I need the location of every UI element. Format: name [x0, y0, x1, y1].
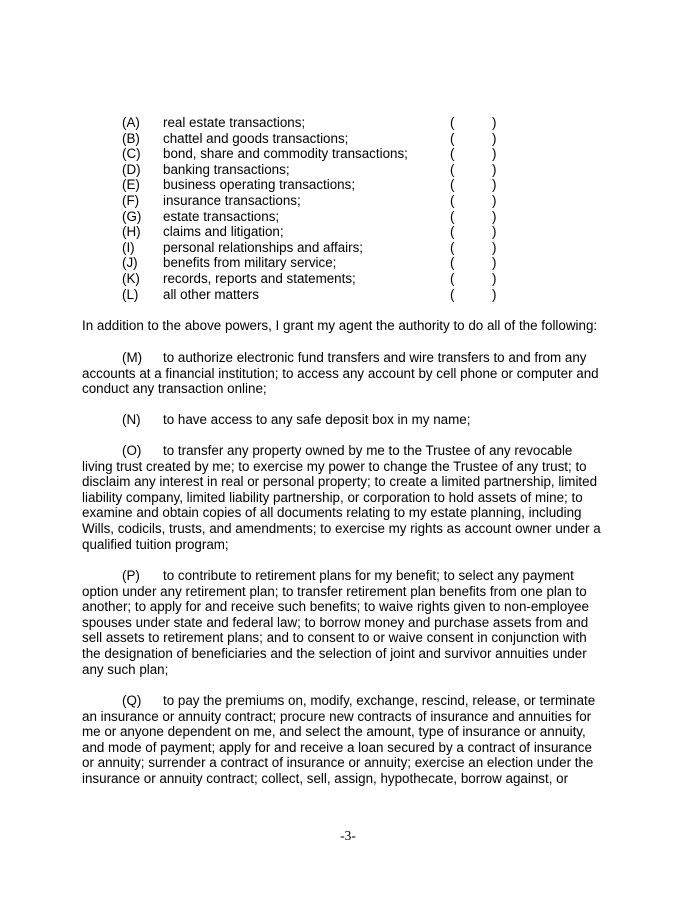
- list-item: [122, 240, 522, 256]
- paragraph-label: (M): [122, 350, 143, 365]
- paren-open: (: [450, 270, 455, 286]
- item-text: estate transactions;: [163, 208, 280, 224]
- item-text: business operating transactions;: [163, 177, 356, 193]
- paragraph-line: qualified tuition program;: [82, 536, 229, 552]
- list-item: [122, 209, 522, 225]
- item-label: (H): [122, 224, 141, 240]
- item-text: banking transactions;: [163, 161, 290, 177]
- paragraph-line: an insurance or annuity contract; procure new contracts of insurance and annuities for: [82, 708, 592, 724]
- item-text: insurance transactions;: [163, 192, 301, 208]
- paragraph-m: [82, 350, 622, 397]
- item-text: real estate transactions;: [163, 115, 306, 130]
- paren-close: ): [492, 115, 497, 130]
- paragraph-line: to authorize electronic fund transfers and wire transfers to and from any: [163, 350, 587, 365]
- item-text: records, reports and statements;: [163, 270, 356, 286]
- paragraph-n: [82, 412, 622, 428]
- list-item: [122, 224, 522, 240]
- item-label: (J): [122, 255, 138, 271]
- item-label: (E): [122, 177, 140, 193]
- paragraph-line: accounts at a financial institution; to access any account by cell phone or computer and: [82, 365, 599, 381]
- item-label: (K): [122, 270, 140, 286]
- paragraph-o: [82, 443, 622, 552]
- paren-open: (: [450, 239, 455, 255]
- paragraph-line: conduct any transaction online;: [82, 381, 267, 397]
- item-label: (G): [122, 208, 142, 224]
- intro-paragraph: In addition to the above powers, I grant my agent the authority to do all of the following:: [82, 318, 598, 333]
- paragraph-label: (N): [122, 412, 141, 427]
- paragraph-line: or annuity; surrender a contract of insurance or annuity; exercise an election under the: [82, 755, 594, 771]
- paragraph-line: me or anyone dependent on me, and select the amount, type of insurance or annuity,: [82, 724, 586, 740]
- paragraph-line: any such plan;: [82, 661, 169, 677]
- item-text: all other matters: [163, 286, 260, 302]
- powers-list: [122, 115, 522, 302]
- paren-close: ): [492, 286, 497, 302]
- paren-close: ): [492, 224, 497, 240]
- item-text: bond, share and commodity transactions;: [163, 146, 408, 162]
- paren-close: ): [492, 270, 497, 286]
- paren-open: (: [450, 208, 455, 224]
- item-text: personal relationships and affairs;: [163, 239, 363, 255]
- item-text: claims and litigation;: [163, 224, 284, 240]
- paren-open: (: [450, 115, 455, 130]
- item-label: (C): [122, 146, 141, 162]
- item-label: (L): [122, 286, 139, 302]
- paren-open: (: [450, 255, 455, 271]
- list-item: [122, 115, 522, 131]
- paren-close: ): [492, 239, 497, 255]
- paren-close: ): [492, 146, 497, 162]
- item-label: (F): [122, 192, 140, 208]
- paren-open: (: [450, 130, 455, 146]
- paragraph-line: to contribute to retirement plans for my benefit; to select any payment: [163, 568, 574, 583]
- paragraph-line: option under any retirement plan; to transfer retirement plan benefits from one plan to: [82, 583, 587, 599]
- paragraph-line: living trust created by me; to exercise my power to change the Trustee of any trust; to: [82, 458, 587, 474]
- list-item: [122, 162, 522, 178]
- list-item: [122, 287, 522, 303]
- item-text: benefits from military service;: [163, 255, 337, 271]
- paragraph-line: disclaim any interest in real or personal property; to create a limited partnership, limited: [82, 474, 598, 490]
- list-item: [122, 177, 522, 193]
- paren-open: (: [450, 177, 455, 193]
- paragraph-line: another; to apply for and receive such benefits; to waive rights given to non-employee: [82, 599, 589, 615]
- list-item: [122, 255, 522, 271]
- paren-open: (: [450, 161, 455, 177]
- paragraph-line: insurance or annuity contract; collect, sell, assign, hypothecate, borrow against, or: [82, 770, 569, 786]
- paren-close: ): [492, 161, 497, 177]
- paragraph-line: to transfer any property owned by me to the Trustee of any revocable: [163, 443, 573, 458]
- paren-open: (: [450, 146, 455, 162]
- item-label: (A): [122, 115, 140, 130]
- paren-close: ): [492, 177, 497, 193]
- paragraph-label: (O): [122, 443, 142, 458]
- paren-close: ): [492, 255, 497, 271]
- paragraph-line: spouses under state and federal law; to borrow money and purchase assets from and: [82, 614, 589, 630]
- paragraph-line: Wills, codicils, trusts, and amendments; to exercise my rights as account owner under a: [82, 520, 601, 536]
- paragraph-q: [82, 693, 622, 787]
- paragraph-line: to pay the premiums on, modify, exchange, rescind, release, or terminate: [163, 693, 596, 708]
- paragraph-label: (Q): [122, 693, 142, 708]
- paren-open: (: [450, 224, 455, 240]
- paren-close: ): [492, 208, 497, 224]
- paragraph-line: and mode of payment; apply for and receive a loan secured by a contract of insurance: [82, 739, 592, 755]
- paren-close: ): [492, 130, 497, 146]
- item-label: (I): [122, 239, 135, 255]
- paren-open: (: [450, 192, 455, 208]
- list-item: [122, 193, 522, 209]
- item-label: (D): [122, 161, 141, 177]
- paragraph-line: sell assets to retirement plans; and to consent to or waive consent in conjunction with: [82, 630, 587, 646]
- paragraph-p: [82, 568, 622, 677]
- item-label: (B): [122, 130, 140, 146]
- paragraph-label: (P): [122, 568, 140, 583]
- page-number: -3-: [340, 828, 356, 843]
- list-item: [122, 131, 522, 147]
- list-item: [122, 271, 522, 287]
- paragraph-line: liability company, limited liability partnership, or corporation to hold assets of mine; to: [82, 489, 583, 505]
- item-text: chattel and goods transactions;: [163, 130, 349, 146]
- paragraph-line: the designation of beneficiaries and the selection of joint and survivor annuities under: [82, 645, 587, 661]
- paren-open: (: [450, 286, 455, 302]
- paren-close: ): [492, 192, 497, 208]
- paragraph-line: examine and obtain copies of all documents relating to my estate planning, including: [82, 505, 582, 521]
- list-item: [122, 146, 522, 162]
- paragraph-line: to have access to any safe deposit box in my name;: [163, 412, 471, 427]
